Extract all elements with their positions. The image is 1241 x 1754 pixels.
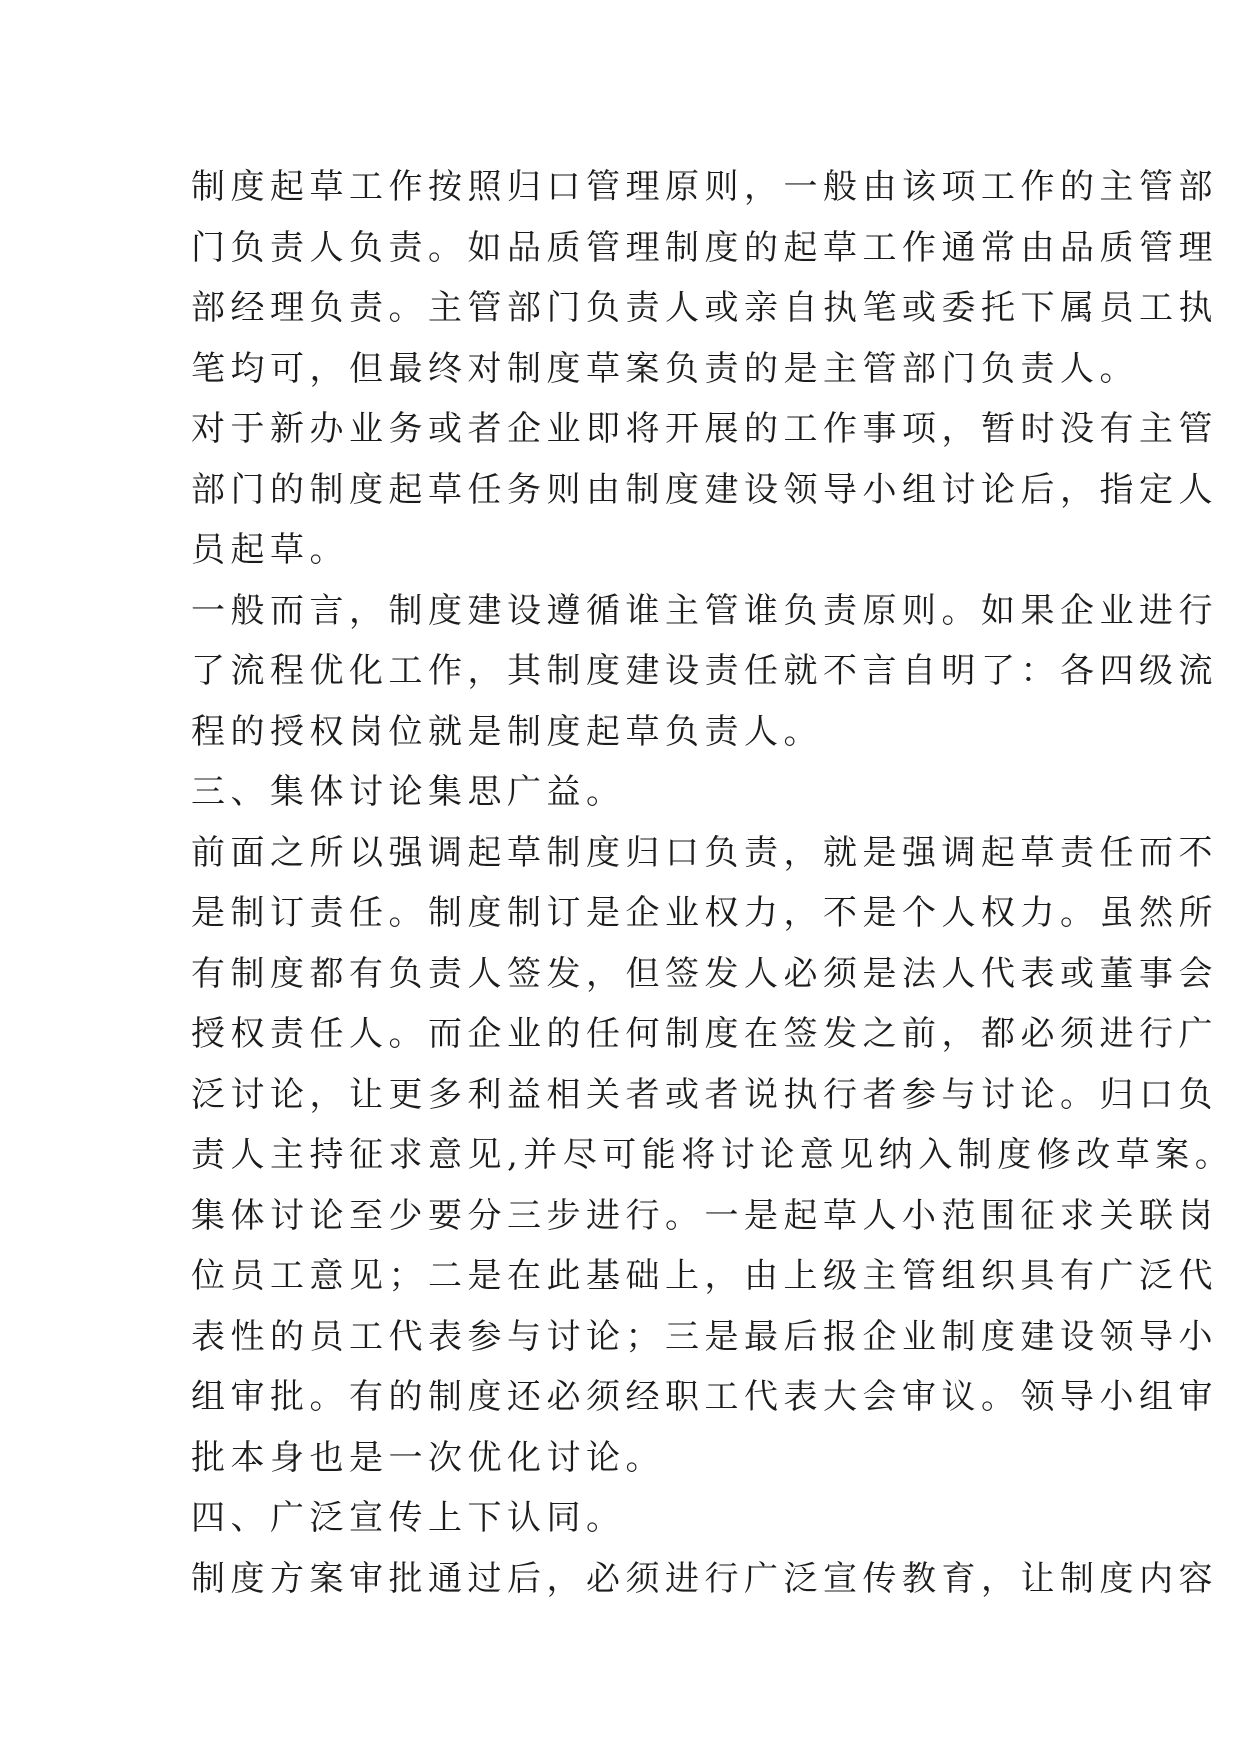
text-line: 员起草。 (191, 530, 349, 570)
text-line: 有制度都有负责人签发，但签发人必须是法人代表或董事会 (191, 953, 1218, 994)
text-line: 是制订责任。制度制订是企业权力，不是个人权力。虽然所 (191, 893, 1218, 933)
text-line: 制度方案审批通过后，必须进行广泛宣传教育，让制度内容 (191, 1558, 1218, 1599)
text-line: 责人主持征求意见,并尽可能将讨论意见纳入制度修改草案。 (191, 1135, 1235, 1175)
text-line: 制度起草工作按照归口管理原则，一般由该项工作的主管部 (191, 167, 1218, 207)
text-line: 组审批。有的制度还必须经职工代表大会审议。领导小组审 (191, 1377, 1218, 1417)
text-line: 表性的员工代表参与讨论；三是最后报企业制度建设领导小 (191, 1316, 1218, 1357)
document-body (191, 157, 1235, 1609)
text-line: 笔均可，但最终对制度草案负责的是主管部门负责人。 (191, 348, 1139, 389)
section-heading: 三、集体讨论集思广益。 (191, 772, 626, 812)
text-line: 了流程优化工作，其制度建设责任就不言自明了：各四级流 (191, 651, 1218, 691)
text-line: 程的授权岗位就是制度起草负责人。 (191, 711, 823, 752)
text-line: 泛讨论，让更多利益相关者或者说执行者参与讨论。归口负 (191, 1074, 1218, 1115)
text-line: 位员工意见；二是在此基础上，由上级主管组织具有广泛代 (191, 1256, 1218, 1296)
text-line: 部门的制度起草任务则由制度建设领导小组讨论后，指定人 (191, 469, 1218, 510)
text-line: 批本身也是一次优化讨论。 (191, 1437, 665, 1478)
text-line: 部经理负责。主管部门负责人或亲自执笔或委托下属员工执 (191, 288, 1218, 328)
text-line: 对于新办业务或者企业即将开展的工作事项，暂时没有主管 (191, 409, 1218, 449)
text-line: 授权责任人。而企业的任何制度在签发之前，都必须进行广 (191, 1014, 1218, 1054)
section-heading: 四、广泛宣传上下认同。 (191, 1498, 626, 1538)
text-line: 门负责人负责。如品质管理制度的起草工作通常由品质管理 (191, 227, 1218, 268)
text-line: 一般而言，制度建设遵循谁主管谁负责原则。如果企业进行 (191, 590, 1218, 631)
text-line: 前面之所以强调起草制度归口负责，就是强调起草责任而不 (191, 832, 1218, 873)
text-line: 集体讨论至少要分三步进行。一是起草人小范围征求关联岗 (191, 1195, 1218, 1236)
